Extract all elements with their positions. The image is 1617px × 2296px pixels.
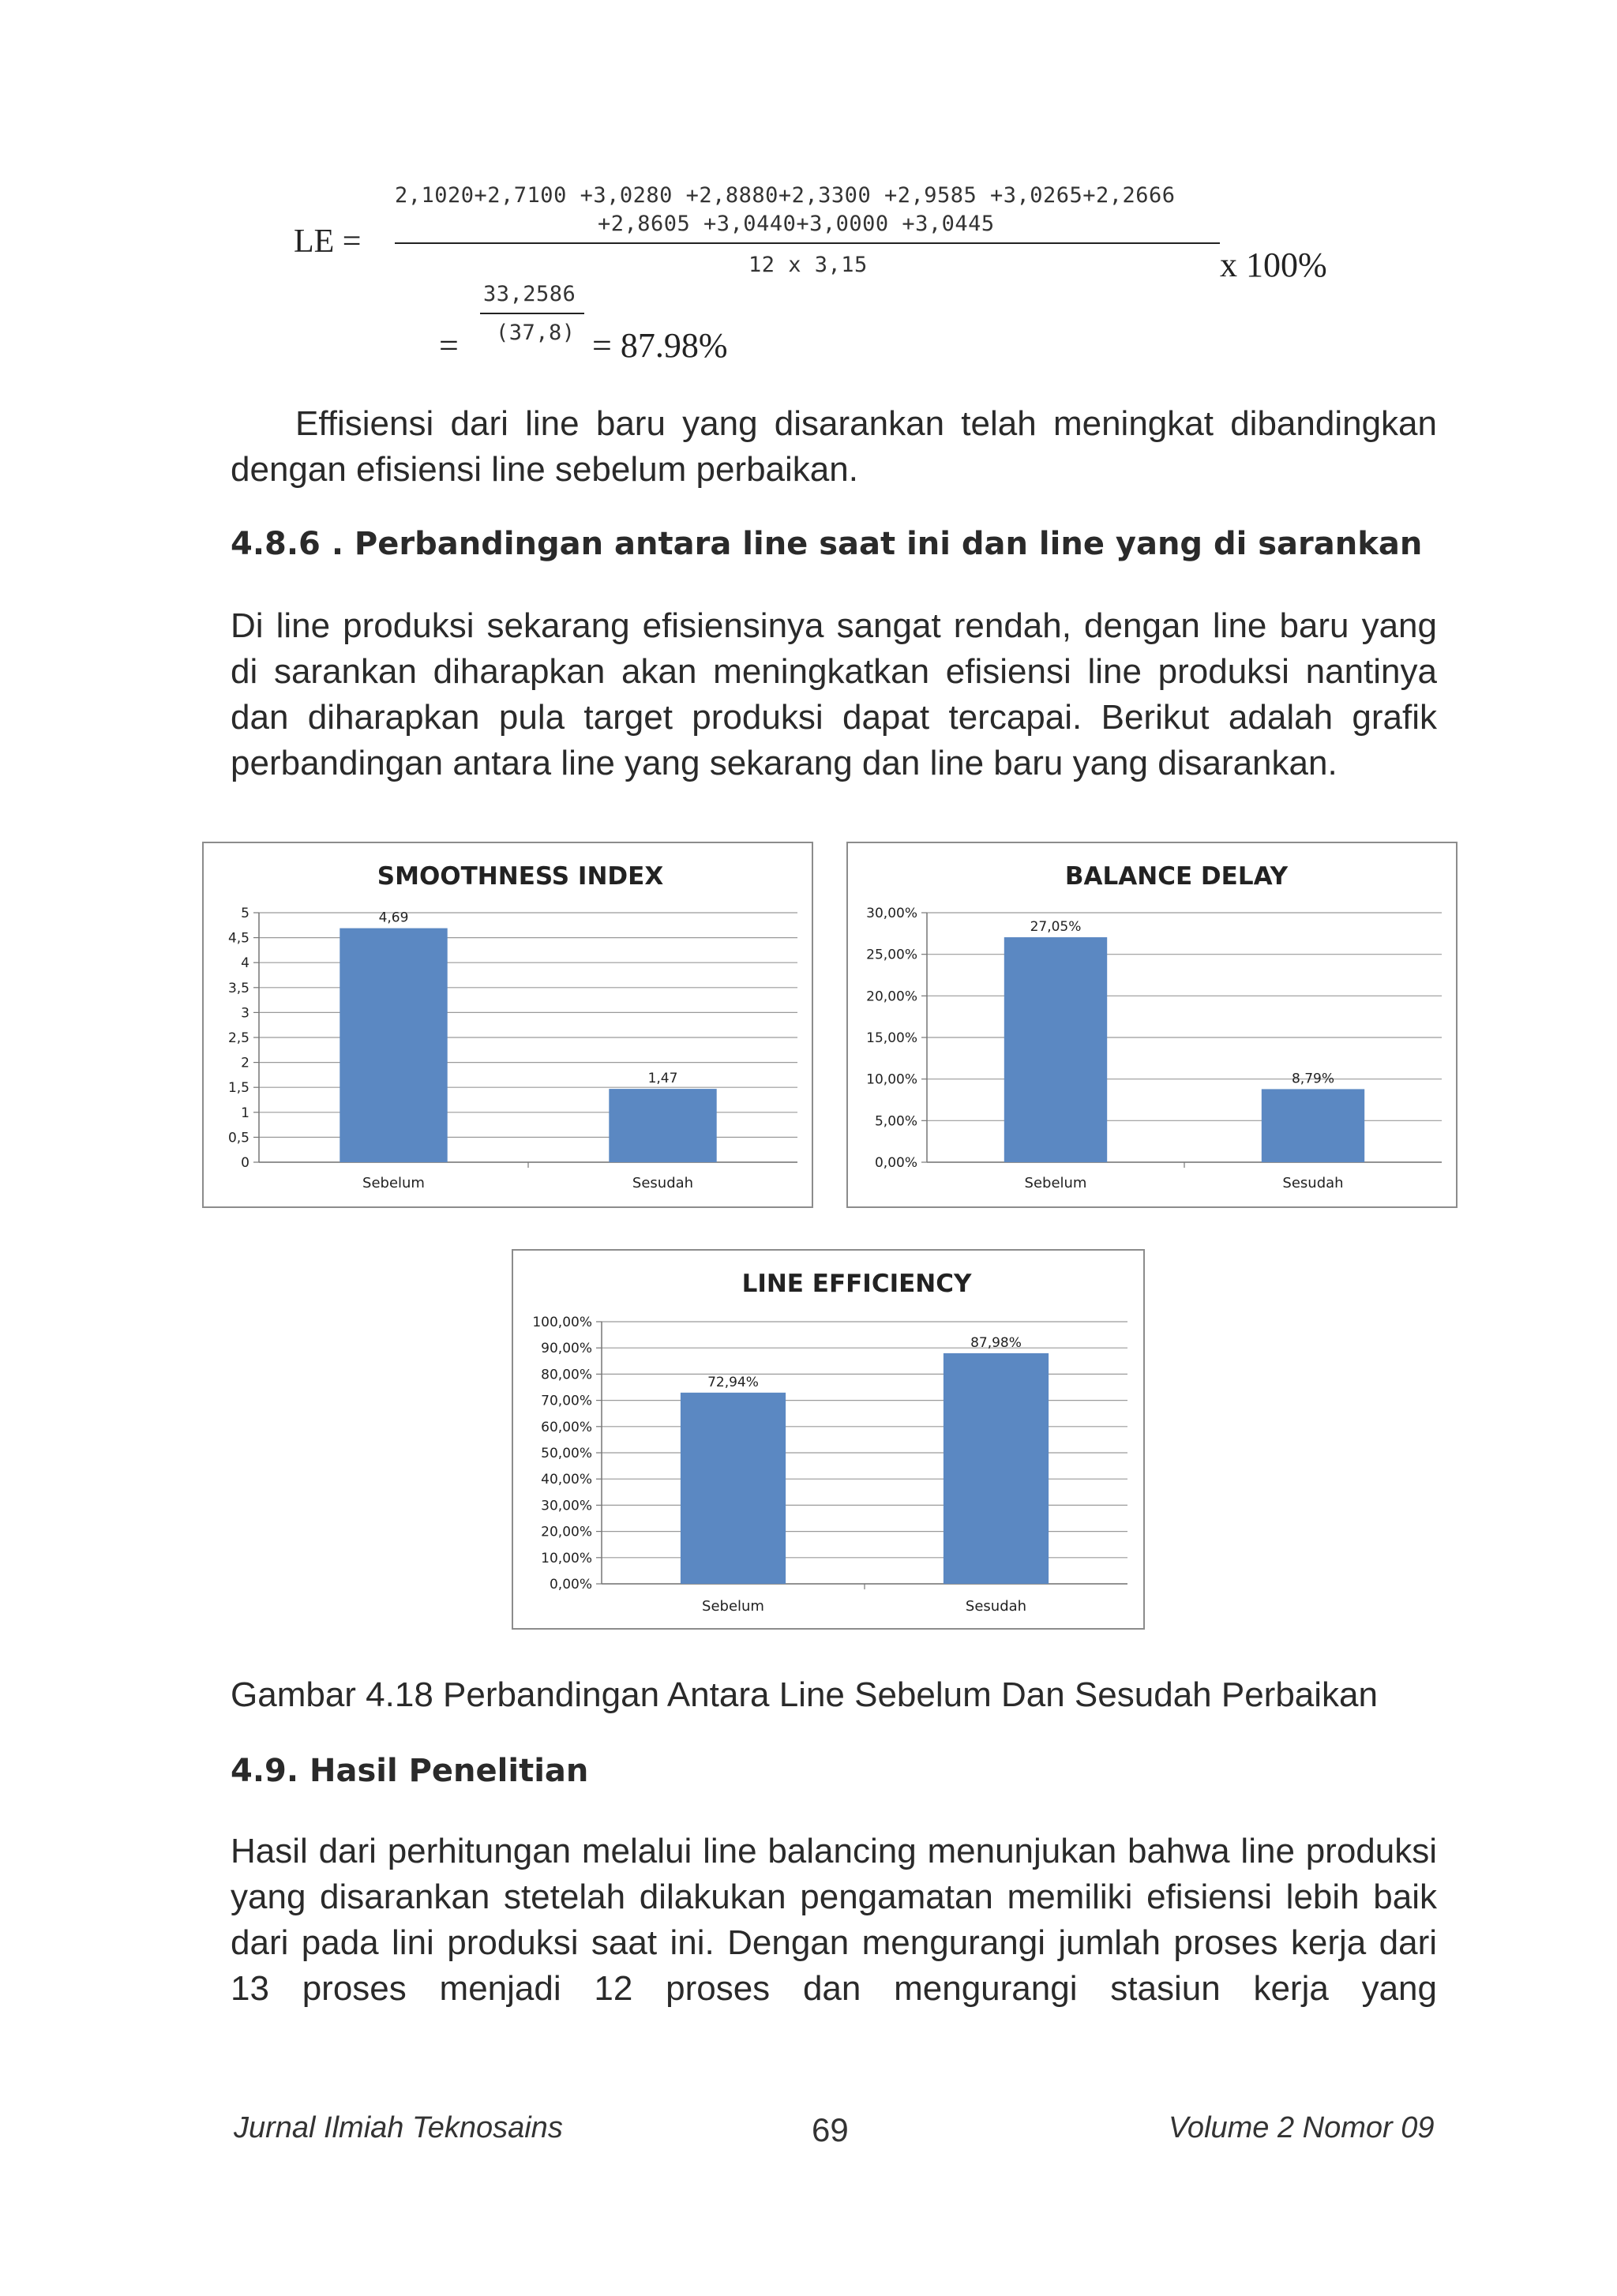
bar-sebelum [681,1393,786,1584]
y-tick-label: 90,00% [541,1341,592,1357]
y-tick-label: 0,00% [874,1155,917,1171]
paragraph-comparison: Di line produksi sekarang efisiensinya sangat rendah, dengan line baru yang di sarankan diharapkan akan meningkatkan efisiensi line produksi nantinya dan diharapkan pula target produksi dapat tercapai. Berikut adalah grafik perbandingan antara line yang sekarang dan line baru yang disarankan. [231,606,1437,782]
equation-multiplier: x 100% [1220,246,1327,284]
category-label: Sebelum [1024,1175,1087,1191]
category-label: Sebelum [702,1598,764,1615]
bar-sesudah [944,1353,1049,1584]
bar-sebelum [340,929,447,1162]
y-tick-label: 20,00% [541,1524,592,1540]
paragraph-efficiency: Effisiensi dari line baru yang disarankan telah meningkat dibandingkan dengan efisiensi line sebelum perbaikan. [231,404,1437,489]
equation-step-numerator: 33,2586 [483,282,576,306]
category-label: Sesudah [965,1598,1027,1615]
y-tick-label: 0,5 [227,1130,249,1146]
y-tick-label: 30,00% [866,906,917,921]
chart-title: SMOOTHNESS INDEX [377,862,664,891]
y-tick-label: 80,00% [541,1367,592,1383]
y-tick-label: 0 [241,1155,249,1171]
equation-lhs: LE = [294,223,362,260]
y-tick-label: 100,00% [532,1315,592,1330]
y-tick-label: 40,00% [541,1472,592,1488]
y-tick-label: 3,5 [227,980,249,996]
equation-step-equals: = [439,326,459,365]
bar-sebelum [1004,937,1107,1162]
y-tick-label: 5 [241,906,249,921]
y-tick-label: 70,00% [541,1393,592,1409]
chart-line-efficiency [512,1249,1145,1630]
footer-page-number: 69 [812,2111,849,2148]
data-label: 8,79% [1291,1071,1335,1087]
category-label: Sebelum [362,1175,425,1191]
data-label: 4,69 [378,910,409,926]
y-tick-label: 10,00% [541,1550,592,1566]
bar-sesudah [1262,1089,1364,1162]
equation-step-denominator: (37,8) [496,321,576,345]
y-tick-label: 4,5 [227,930,249,947]
category-label: Sesudah [632,1175,694,1191]
chart-smoothness-index [202,842,813,1208]
section-heading-4-8-6: 4.8.6 . Perbandingan antara line saat ini dan line yang di sarankan [231,526,1423,562]
equation-fraction-bar [395,242,1220,244]
y-tick-label: 25,00% [866,947,917,963]
footer-journal-name: Jurnal Ilmiah Teknosains [234,2111,563,2144]
y-tick-label: 50,00% [541,1446,592,1461]
y-tick-label: 4 [241,955,249,972]
y-tick-label: 60,00% [541,1419,592,1435]
equation-numerator-line2: +2,8605 +3,0440+3,0000 +3,0445 [598,212,995,236]
y-tick-label: 10,00% [866,1071,917,1088]
equation-numerator-line1: 2,1020+2,7100 +3,0280 +2,8880+2,3300 +2,9585 +3,0265+2,2666 [395,183,1176,208]
equation-step-bar [480,313,584,314]
category-label: Sesudah [1282,1175,1344,1191]
y-tick-label: 5,00% [874,1113,917,1130]
y-tick-label: 3 [241,1005,249,1022]
footer-volume: Volume 2 Nomor 09 [1169,2111,1435,2144]
y-tick-label: 2,5 [227,1030,249,1046]
section-heading-4-9: 4.9. Hasil Penelitian [231,1753,589,1789]
smoothness-index-svg [204,843,812,1206]
y-tick-label: 2 [241,1055,249,1071]
y-tick-label: 30,00% [541,1498,592,1514]
equation-result: = 87.98% [592,326,728,365]
data-label: 27,05% [1030,919,1082,936]
chart-title: LINE EFFICIENCY [741,1270,972,1298]
y-tick-label: 1,5 [227,1080,249,1097]
chart-title: BALANCE DELAY [1064,862,1289,891]
balance-delay-svg [848,843,1456,1206]
data-label: 87,98% [970,1334,1022,1351]
y-tick-label: 0,00% [549,1577,592,1593]
figure-caption: Gambar 4.18 Perbandingan Antara Line Sebelum Dan Sesudah Perbaikan [231,1675,1378,1714]
equation-denominator: 12 x 3,15 [748,253,868,277]
y-tick-label: 15,00% [866,1030,917,1046]
data-label: 72,94% [707,1374,759,1390]
paragraph-results: Hasil dari perhitungan melalui line balancing menunjukan bahwa line produksi yang disarankan stetelah dilakukan pengamatan memiliki efisiensi lebih baik dari pada lini produksi saat ini. Dengan mengurangi jumlah proses kerja dari 13 proses menjadi 12 proses dan mengurangi stasiun kerja yang [231,1832,1437,2008]
bar-sesudah [609,1089,716,1162]
chart-balance-delay [846,842,1458,1208]
y-tick-label: 1 [241,1105,249,1121]
y-tick-label: 20,00% [866,989,917,1005]
data-label: 1,47 [647,1071,678,1087]
line-efficiency-svg [513,1251,1143,1628]
